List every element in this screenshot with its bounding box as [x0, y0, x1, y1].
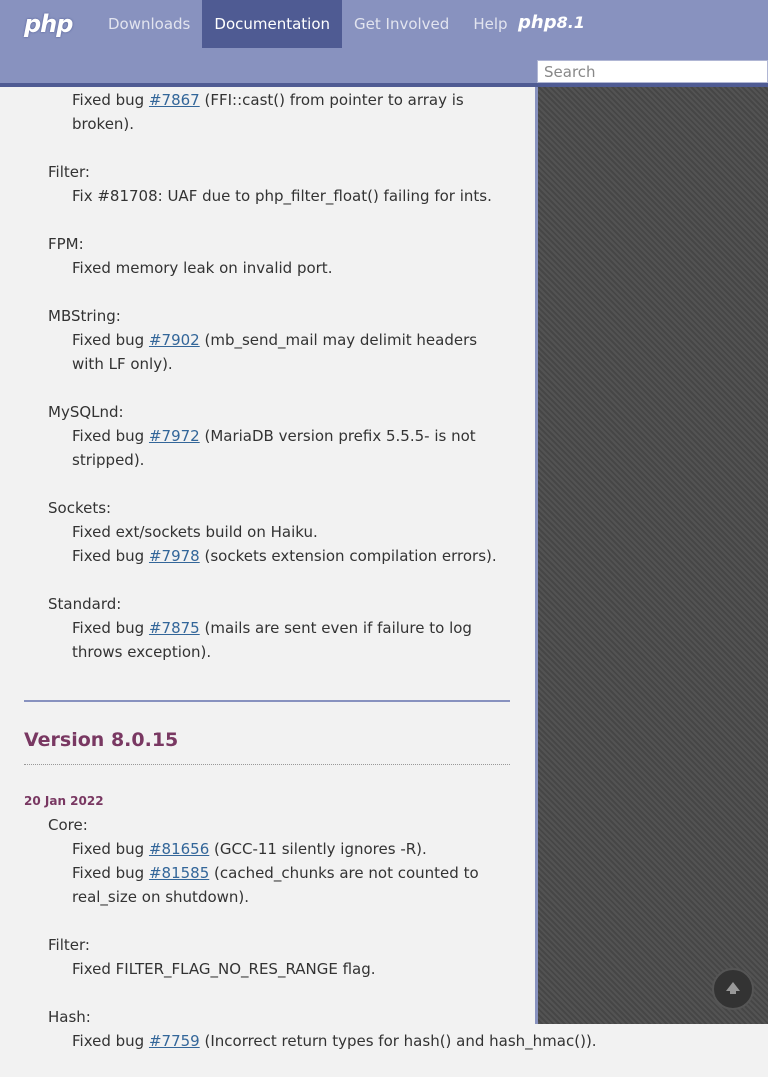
bug-link[interactable]: #7875 [148, 619, 200, 637]
list-item: Fixed bug #81656 (GCC-11 silently ignores -R). [72, 840, 427, 858]
partial-section-entries [24, 88, 510, 136]
main-nav [96, 0, 520, 48]
version-title[interactable]: Version 8.0.15 [24, 726, 510, 765]
list-item: Fixed memory leak on invalid port. [72, 259, 333, 277]
section-filter-8015 [24, 933, 510, 981]
php-version-logo[interactable]: php8.1 [518, 12, 585, 33]
bug-link[interactable]: #7759 [148, 1032, 200, 1050]
section-label: MySQLnd: [48, 403, 124, 421]
list-item: Fixed bug #7902 (mb_send_mail may delimit headers with LF only). [72, 331, 478, 373]
list-item: Fix #81708: UAF due to php_filter_float() failing for ints. [72, 187, 492, 205]
php-logo[interactable]: php [24, 10, 73, 38]
back-to-top-button[interactable] [712, 968, 754, 1010]
nav-help[interactable]: Help [473, 15, 508, 33]
section-fpm [24, 232, 510, 280]
changelog [24, 64, 597, 1077]
section-label: Core: [48, 816, 88, 834]
bug-link[interactable]: #81585 [148, 864, 210, 882]
list-item: Fixed bug #7759 (Incorrect return types for hash() and hash_hmac()). [72, 1032, 597, 1050]
list-item: Fixed bug #7972 (MariaDB version prefix 5.5.5- is not stripped). [72, 427, 476, 469]
bug-link[interactable]: #81656 [148, 840, 210, 858]
section-label: MBString: [48, 307, 121, 325]
list-item: Fixed bug #7875 (mails are sent even if failure to log throws exception). [72, 619, 472, 661]
search-input[interactable] [537, 60, 768, 83]
section-label: Hash: [48, 1008, 91, 1026]
arrow-up-icon [724, 979, 742, 997]
bug-link[interactable]: #7978 [148, 547, 200, 565]
section-filter [24, 160, 510, 208]
site-header [0, 0, 768, 87]
section-sockets [24, 496, 510, 568]
list-item: Fixed bug #7978 (sockets extension compilation errors). [72, 547, 497, 565]
section-label: Sockets: [48, 499, 112, 517]
list-item: Fixed FILTER_FLAG_NO_RES_RANGE flag. [72, 960, 376, 978]
list-item: Fixed bug #7867 (FFI::cast() from pointer to array is broken). [72, 91, 464, 133]
nav-documentation[interactable]: Documentation [202, 0, 342, 48]
right-sidebar [535, 0, 768, 1024]
release-date: 20 Jan 2022 [24, 794, 104, 808]
list-item: Fixed ext/sockets build on Haiku. [72, 523, 318, 541]
section-label: FPM: [48, 235, 84, 253]
bug-link[interactable]: #7902 [148, 331, 200, 349]
nav-get-involved[interactable]: Get Involved [354, 15, 450, 33]
nav-downloads[interactable]: Downloads [108, 15, 191, 33]
bug-link[interactable]: #7972 [148, 427, 200, 445]
section-hash [24, 1005, 597, 1053]
bug-link[interactable]: #7867 [148, 91, 200, 109]
section-divider [24, 700, 510, 702]
section-mysqlnd [24, 400, 510, 472]
list-item: Fixed bug #81585 (cached_chunks are not counted to real_size on shutdown). [72, 864, 479, 906]
section-label: Filter: [48, 163, 90, 181]
section-core [24, 813, 510, 909]
section-label: Standard: [48, 595, 122, 613]
section-standard [24, 592, 510, 664]
section-mbstring [24, 304, 510, 376]
section-label: Filter: [48, 936, 90, 954]
